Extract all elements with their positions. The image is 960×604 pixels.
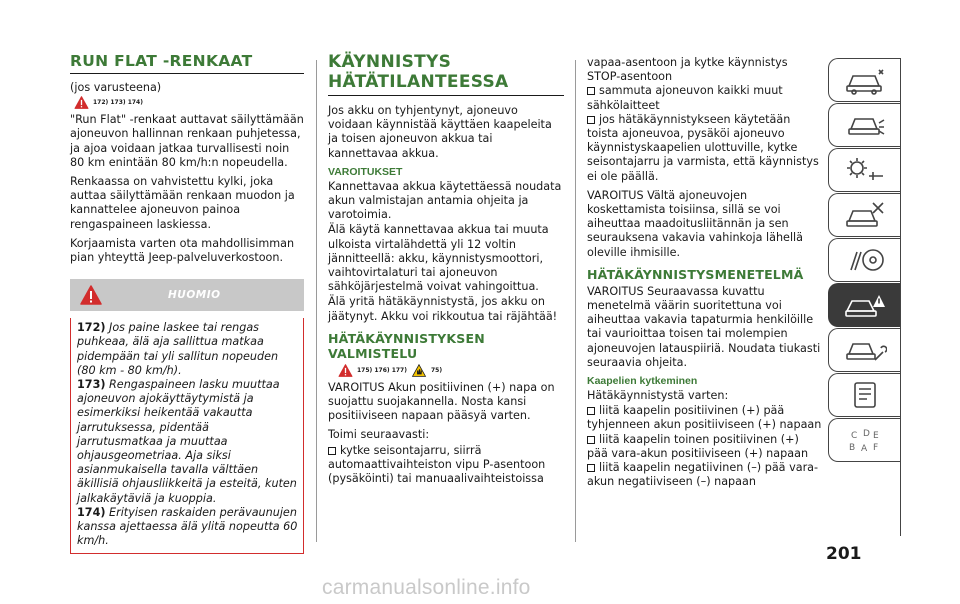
caution-heading: HUOMIO — [168, 289, 221, 302]
paragraph-proceed: Toimi seuraavasti: — [328, 428, 430, 442]
checkbox-bullet-icon — [328, 447, 336, 455]
hand-caution-icon — [411, 364, 427, 377]
caution-body — [70, 318, 304, 554]
paragraph-neutral-position: vapaa-asentoon ja kytke käynnistys STOP-asentoon — [587, 56, 788, 84]
watermark: carmanualsonline.info — [322, 576, 531, 599]
section-title-run-flat: RUN FLAT -RENKAAT — [70, 52, 304, 74]
heading-cable-connection: Kaapelien kytkeminen — [587, 375, 698, 388]
checkbox-bullet-icon — [587, 436, 595, 444]
svg-text:C: C — [850, 431, 857, 441]
caution-header — [70, 279, 304, 311]
svg-text:A: A — [860, 444, 867, 454]
list-item-electrical: sammuta ajoneuvon kaikki muut sähkölaitteet — [587, 84, 783, 112]
list-item-parking-brake: kytke seisontajarru, siirrä automaattivaihteiston vipu P-asentoon (pysäköinti) tai manuaalivaihteistoissa — [328, 443, 546, 486]
subtitle-equipment: (jos varusteena) — [70, 81, 162, 94]
chapter-tabs — [828, 58, 900, 463]
car-dashboard-icon — [843, 64, 887, 96]
paragraph-frozen-battery: Älä yritä hätäkäynnistystä, jos akku on jäätynyt. Akku voi rikkoutua tai räjähtää! — [328, 295, 558, 323]
index-letters-icon — [843, 424, 887, 456]
car-lights-icon — [843, 109, 887, 141]
column-divider — [575, 60, 576, 542]
warning-triangle-icon — [74, 96, 89, 109]
warning-triangle-icon — [338, 364, 353, 377]
car-safety-icon — [843, 199, 887, 231]
list-item-positive-booster: liitä kaapelin toinen positiivinen (+) pää vara-akun positiiviseen (+) napaan — [587, 432, 809, 460]
svg-text:D: D — [862, 429, 870, 439]
svg-text:B: B — [848, 443, 855, 453]
heading-procedure: HÄTÄKÄYNNISTYSMENETELMÄ — [587, 266, 804, 282]
caution-note — [70, 279, 304, 554]
section-title-emergency-start: KÄYNNISTYS HÄTÄTILANTEESSA — [328, 52, 564, 96]
note-references: 175) 176) 177) 75) — [338, 364, 564, 377]
warning-triangle-icon — [80, 285, 102, 305]
tab-maintenance[interactable] — [828, 328, 900, 372]
paragraph-run-flat-intro: "Run Flat" -renkaat auttavat säilyttämään ajoneuvon hallinnan renkaan puhjetessa, ja ajoa voidaan jatkaa turvallisesti noin 80 km enintään 80 km/h:n nopeudella. — [70, 113, 304, 169]
caution-item: 172) Jos paine laskee tai rengas puhkeaa, älä aja sallittua matkaa pidempään tai yli sallitun nopeuden (80 km - 80 km/h). — [77, 321, 279, 377]
checkbox-bullet-icon — [587, 116, 595, 124]
tab-car-dashboard[interactable] — [828, 58, 900, 102]
steering-wheel-icon — [843, 244, 887, 276]
checkbox-bullet-icon — [587, 464, 595, 472]
checkbox-bullet-icon — [587, 87, 595, 95]
svg-text:F: F — [872, 443, 878, 453]
column-emergency-start — [328, 52, 564, 491]
column-procedure — [587, 56, 823, 489]
paragraph-battery-empty: Jos akku on tyhjentynyt, ajoneuvo voidaan käynnistää käyttäen kaapeleita ja toisen ajoneuvon akkua tai kannettavaa akkua. — [328, 104, 552, 160]
list-item-positive-discharged: liitä kaapelin positiivinen (+) pää tyhjenneen akun positiiviseen (+) napaan — [587, 404, 822, 432]
paragraph-for-start: Hätäkäynnistystä varten: — [587, 389, 729, 403]
paragraph-run-flat-repair: Korjaamista varten ota mahdollisimman pian yhteyttä Jeep-palveluverkostoon. — [70, 236, 295, 265]
caution-item: 173) Rengaspaineen lasku muuttaa ajoneuvon ajokäyttäytymistä ja esimerkiksi heikentää vakautta jarrutuksessa, pidentää jarrutusmatkaa ja muuttaa ohjausgeometriaa. Aja siksi asianmukaisella tavalla välttäen äkillisiä ohjausliikkeitä ja esteitä, kuten jalkakäytäviä ja kuoppia. — [77, 378, 297, 505]
list-item-other-vehicle: jos hätäkäynnistykseen käytetään toista ajoneuvoa, pysäköi ajoneuvo käynnistyskaapelien ulottuville, kytke seisontajarru ja varmista, että käynnistys ei ole päällä. — [587, 112, 819, 183]
note-references: 172) 173) 174) — [74, 96, 304, 109]
tab-key-controls[interactable] — [828, 148, 900, 192]
page-number: 201 — [826, 544, 862, 564]
paragraph-terminal-cover: VAROITUS Akun positiivinen (+) napa on suojattu suojakannella. Nosta kansi positiiviseen napaan pääsyä varten. — [328, 380, 555, 423]
svg-text:E: E — [872, 431, 879, 441]
tab-index[interactable] — [828, 418, 900, 462]
heading-warnings: VAROITUKSET — [328, 165, 403, 178]
maintenance-icon — [843, 334, 887, 366]
list-item-negative-booster: liitä kaapelin negatiivinen (–) pää vara-akun negatiiviseen (–) napaan — [587, 461, 819, 489]
emergency-icon — [843, 289, 887, 321]
key-controls-icon — [843, 154, 887, 186]
paragraph-portable-battery: Kannettavaa akkua käytettäessä noudata akun valmistajan antamia ohjeita ja varotoimia. — [328, 179, 562, 222]
paragraph-run-flat-sidewall: Renkaassa on vahvistettu kylki, joka auttaa säilyttämään renkaan muodon ja kannattelee ajoneuvon painoa rengaspaineen laskiessa. — [70, 175, 295, 231]
column-divider — [316, 60, 317, 542]
paragraph-contact-warning: VAROITUS Vältä ajoneuvojen koskettamista toisiinsa, sillä se voi aiheuttaa maadoitusliitännän ja sen seurauksena vakavia vahinkoja lähellä oleville ihmisille. — [587, 188, 804, 259]
column-run-flat — [70, 52, 304, 554]
tab-car-safety[interactable] — [828, 193, 900, 237]
tab-specs[interactable] — [828, 373, 900, 417]
tab-car-lights[interactable] — [828, 103, 900, 147]
tab-steering-wheel[interactable] — [828, 238, 900, 282]
tabs-border — [900, 58, 901, 536]
caution-item: 174) Erityisen raskaiden perävaunujen kanssa ajettaessa älä ylitä nopeutta 60 km/h. — [77, 505, 298, 548]
paragraph-voltage-limit: Älä käytä kannettavaa akkua tai muuta ulkoista virtalähdettä yli 12 voltin jännitteellä: akku, käynnistysmoottori, vaihtovirtalaturi tai ajoneuvon sähköjärjestelmä voivat vahingoittua. — [328, 223, 549, 294]
tab-emergency[interactable] — [828, 283, 900, 327]
heading-preparation: HÄTÄKÄYNNISTYKSEN VALMISTELU — [328, 330, 485, 361]
checkbox-bullet-icon — [587, 407, 595, 415]
paragraph-procedure-warning: VAROITUS Seuraavassa kuvattu menetelmä väärin suoritettuna voi aiheuttaa vakavia tapaturmia henkilöille tai vaurioittaa toisen tai molempien ajoneuvojen latauspiiriä. Noudata tiukasti seuraavia ohjeita. — [587, 284, 821, 369]
specs-icon — [843, 379, 887, 411]
